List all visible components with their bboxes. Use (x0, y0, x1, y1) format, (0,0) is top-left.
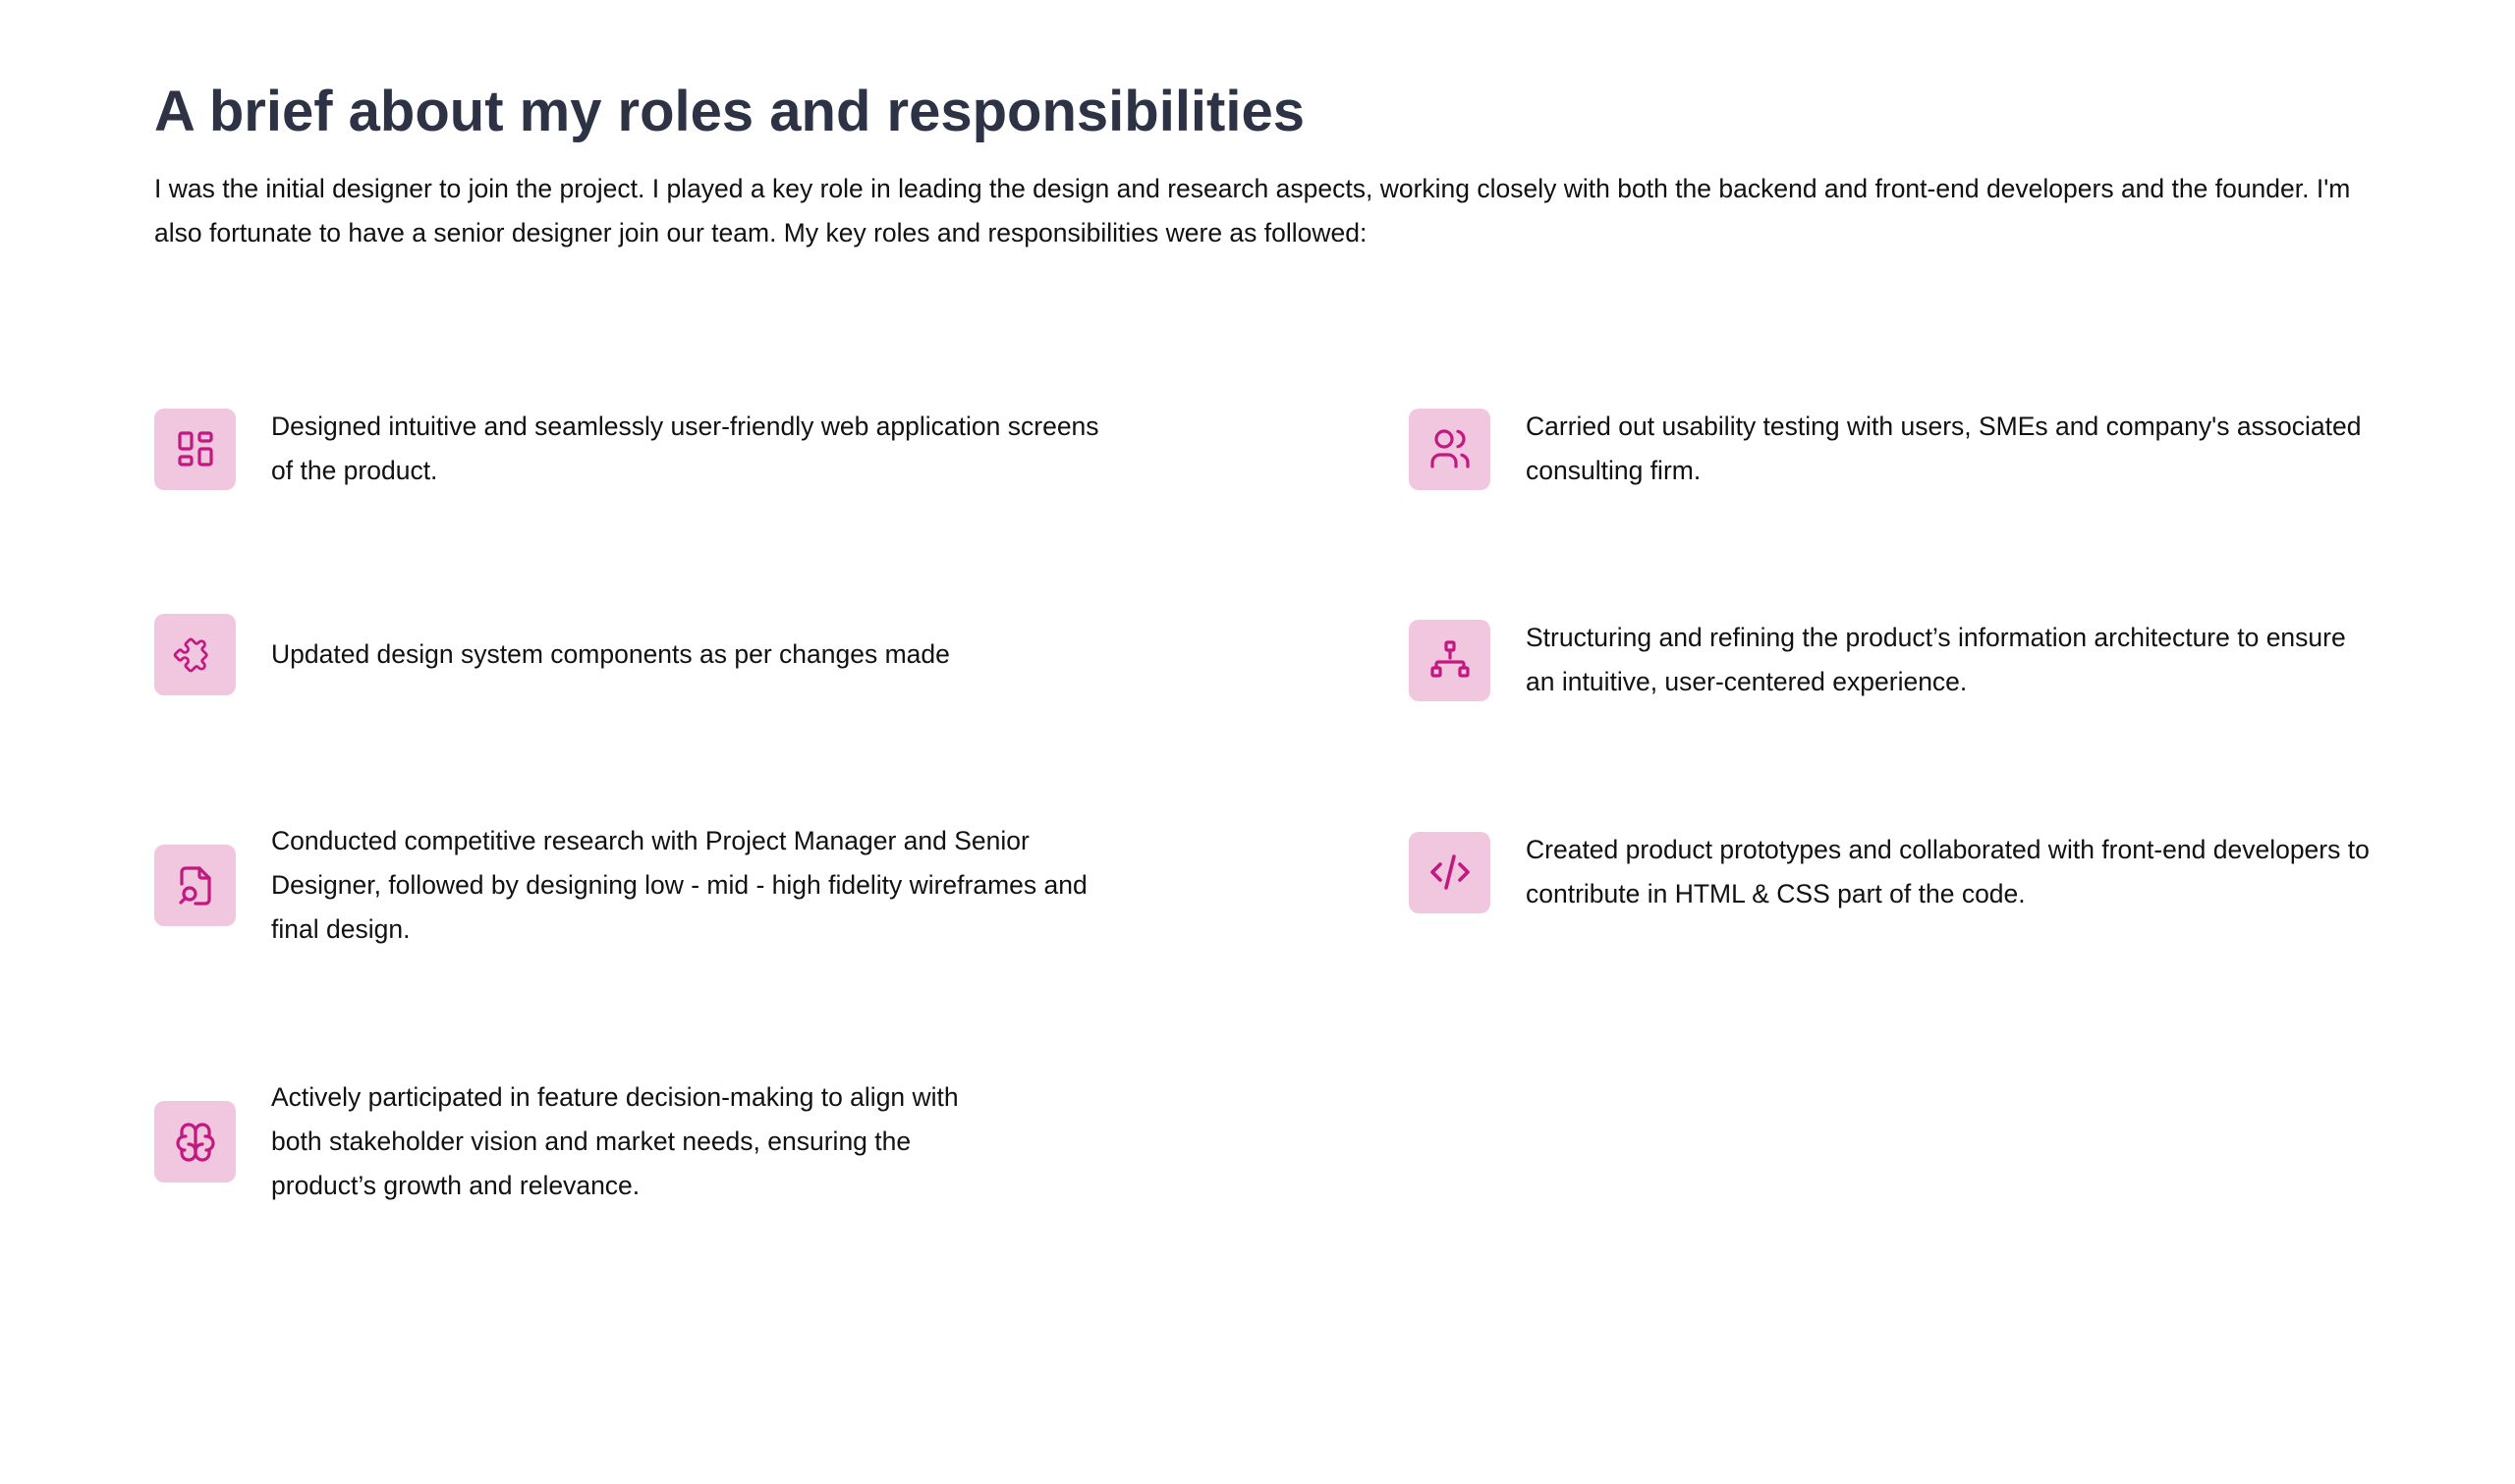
responsibility-item (154, 819, 1127, 952)
responsibility-text: Created product prototypes and collaborated with front-end developers to contribute in HTML & CSS part of the code. (1526, 835, 2370, 908)
layout-dashboard-icon (154, 409, 236, 490)
brain-icon (154, 1101, 236, 1182)
responsibility-text: Carried out usability testing with users, SMEs and company's associated consulting firm. (1526, 412, 2362, 485)
file-search-icon (154, 845, 236, 926)
responsibility-item (1409, 828, 2391, 916)
code-icon (1409, 832, 1490, 913)
intro-paragraph: I was the initial designer to join the project. I played a key role in leading the design and research aspects, working closely with both the backend and front-end developers and the founder. I'm also fortunate to have a senior designer join our team. My key roles and responsibilities were as followed: (154, 174, 2351, 247)
users-icon (1409, 409, 1490, 490)
responsibility-item (154, 614, 1127, 695)
sitemap-icon (1409, 620, 1490, 701)
responsibility-text: Structuring and refining the product’s information architecture to ensure an intuitive, user-centered experience. (1526, 623, 2346, 696)
responsibility-text: Actively participated in feature decision-making to align with both stakeholder vision and market needs, ensuring the product’s growth and relevance. (271, 1082, 959, 1200)
page-title: A brief about my roles and responsibilities (154, 80, 1305, 143)
responsibility-text: Designed intuitive and seamlessly user-friendly web application screens of the product. (271, 412, 1099, 485)
puzzle-icon (154, 614, 236, 695)
responsibility-item (154, 405, 1127, 493)
responsibility-text: Updated design system components as per changes made (271, 639, 950, 669)
responsibility-item (1409, 405, 2391, 493)
responsibility-item (154, 1075, 1127, 1208)
responsibility-text: Conducted competitive research with Project Manager and Senior Designer, followed by designing low - mid - high fidelity wireframes and final design. (271, 826, 1088, 944)
responsibility-item (1409, 616, 2391, 704)
